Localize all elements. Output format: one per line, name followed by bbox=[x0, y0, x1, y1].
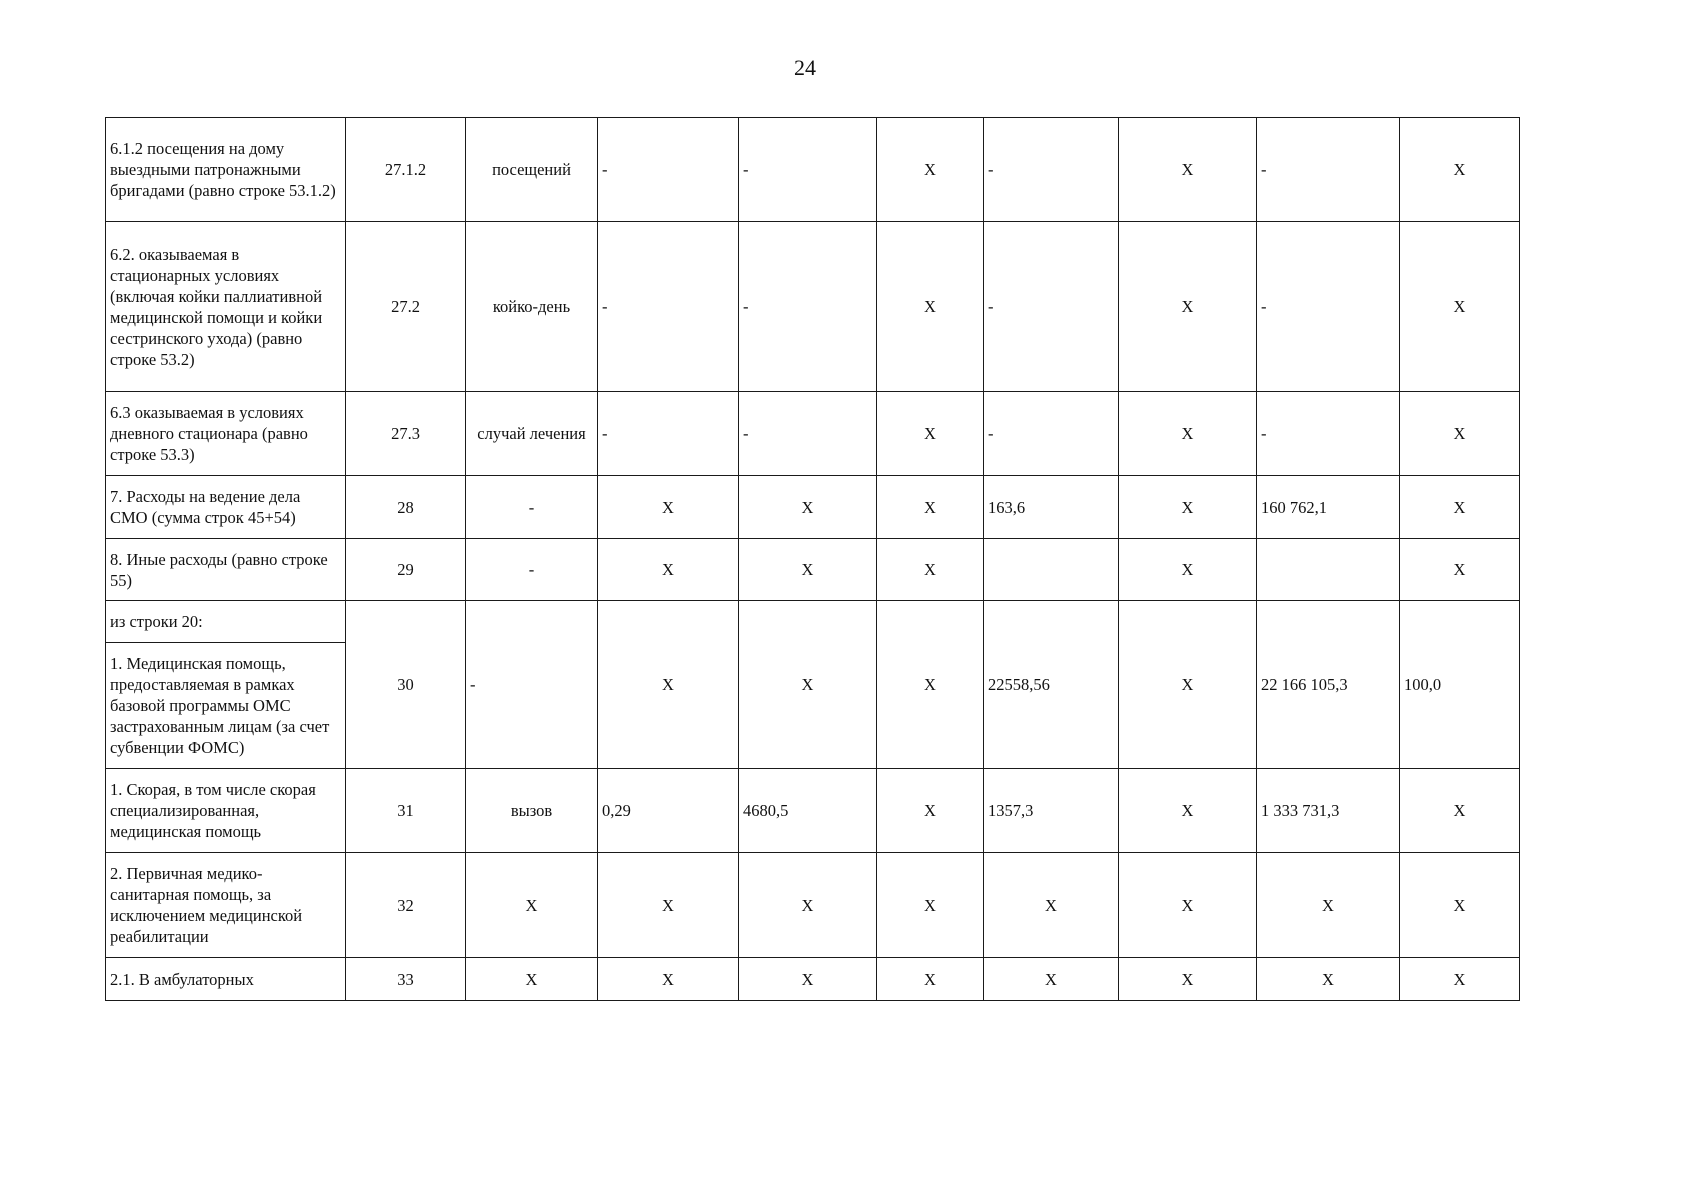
value-cell: X bbox=[877, 476, 984, 539]
value-cell: X bbox=[877, 769, 984, 853]
value-cell: X bbox=[598, 958, 739, 1001]
value-cell: 1357,3 bbox=[984, 769, 1119, 853]
value-cell: X bbox=[739, 476, 877, 539]
value-cell: X bbox=[1400, 539, 1520, 601]
value-cell: 1 333 731,3 bbox=[1257, 769, 1400, 853]
value-cell: X bbox=[877, 958, 984, 1001]
value-cell: X bbox=[1400, 769, 1520, 853]
value-cell: X bbox=[1257, 853, 1400, 958]
row-code-cell: 32 bbox=[346, 853, 466, 958]
value-cell: X bbox=[598, 476, 739, 539]
value-cell: 0,29 bbox=[598, 769, 739, 853]
value-cell: 163,6 bbox=[984, 476, 1119, 539]
row-code-cell: 33 bbox=[346, 958, 466, 1001]
value-cell: 4680,5 bbox=[739, 769, 877, 853]
table-row bbox=[106, 853, 1520, 958]
row-unit-cell: - bbox=[466, 539, 598, 601]
value-cell: - bbox=[1257, 118, 1400, 222]
table-row bbox=[106, 601, 1520, 643]
row-unit-cell: случай лечения bbox=[466, 392, 598, 476]
data-table bbox=[105, 117, 1520, 1001]
value-cell: X bbox=[739, 958, 877, 1001]
table-row bbox=[106, 118, 1520, 222]
row-name-cell: 7. Расходы на ведение дела СМО (сумма строк 45+54) bbox=[106, 476, 346, 539]
value-cell: X bbox=[877, 222, 984, 392]
value-cell: X bbox=[1400, 958, 1520, 1001]
value-cell: X bbox=[598, 853, 739, 958]
value-cell: X bbox=[739, 601, 877, 769]
value-cell: 22558,56 bbox=[984, 601, 1119, 769]
value-cell: X bbox=[1119, 958, 1257, 1001]
value-cell: X bbox=[598, 601, 739, 769]
table-row bbox=[106, 392, 1520, 476]
row-code-cell: 29 bbox=[346, 539, 466, 601]
value-cell: X bbox=[1119, 539, 1257, 601]
value-cell: X bbox=[1119, 476, 1257, 539]
row-unit-cell: - bbox=[466, 476, 598, 539]
value-cell: X bbox=[739, 539, 877, 601]
value-cell: X bbox=[877, 539, 984, 601]
value-cell: X bbox=[877, 853, 984, 958]
value-cell: - bbox=[984, 392, 1119, 476]
value-cell: X bbox=[1119, 222, 1257, 392]
value-cell: X bbox=[739, 853, 877, 958]
value-cell: 22 166 105,3 bbox=[1257, 601, 1400, 769]
row-unit-cell: - bbox=[466, 601, 598, 769]
value-cell: - bbox=[984, 222, 1119, 392]
table-row bbox=[106, 958, 1520, 1001]
value-cell: - bbox=[739, 222, 877, 392]
value-cell: X bbox=[1119, 853, 1257, 958]
value-cell: X bbox=[877, 601, 984, 769]
row-unit-cell: посещений bbox=[466, 118, 598, 222]
row-unit-cell: койко-день bbox=[466, 222, 598, 392]
row-code-cell: 28 bbox=[346, 476, 466, 539]
value-cell: - bbox=[598, 222, 739, 392]
value-cell: X bbox=[1119, 769, 1257, 853]
row-code-cell: 27.2 bbox=[346, 222, 466, 392]
table-row bbox=[106, 476, 1520, 539]
row-unit-cell: вызов bbox=[466, 769, 598, 853]
row-name-cell: 8. Иные расходы (равно строке 55) bbox=[106, 539, 346, 601]
value-cell: 160 762,1 bbox=[1257, 476, 1400, 539]
row-name-cell: 1. Медицинская помощь, предоставляемая в рамках базовой программы ОМС застрахованным лицам (за счет субвенции ФОМС) bbox=[106, 643, 346, 769]
value-cell: 100,0 bbox=[1400, 601, 1520, 769]
value-cell: - bbox=[1257, 392, 1400, 476]
page-number: 24 bbox=[794, 55, 816, 80]
table-row bbox=[106, 222, 1520, 392]
row-name-cell: 2.1. В амбулаторных bbox=[106, 958, 346, 1001]
value-cell: X bbox=[1119, 601, 1257, 769]
row-code-cell: 27.1.2 bbox=[346, 118, 466, 222]
value-cell: X bbox=[984, 958, 1119, 1001]
row-code-cell: 27.3 bbox=[346, 392, 466, 476]
row-unit-cell: X bbox=[466, 853, 598, 958]
value-cell: X bbox=[984, 853, 1119, 958]
value-cell: - bbox=[739, 118, 877, 222]
row-code-cell: 30 bbox=[346, 601, 466, 769]
value-cell: - bbox=[984, 118, 1119, 222]
value-cell: X bbox=[1119, 118, 1257, 222]
value-cell bbox=[984, 539, 1119, 601]
value-cell: - bbox=[598, 392, 739, 476]
value-cell: - bbox=[739, 392, 877, 476]
row-name-cell: 2. Первичная медико-санитарная помощь, за исключением медицинской реабилитации bbox=[106, 853, 346, 958]
value-cell: X bbox=[877, 118, 984, 222]
row-name-cell: 6.3 оказываемая в условиях дневного стационара (равно строке 53.3) bbox=[106, 392, 346, 476]
value-cell: - bbox=[598, 118, 739, 222]
table-row bbox=[106, 539, 1520, 601]
value-cell: X bbox=[598, 539, 739, 601]
value-cell: X bbox=[1400, 222, 1520, 392]
value-cell: X bbox=[1400, 476, 1520, 539]
value-cell: - bbox=[1257, 222, 1400, 392]
group-label-cell: из строки 20: bbox=[106, 601, 346, 643]
value-cell: X bbox=[1400, 853, 1520, 958]
row-unit-cell: X bbox=[466, 958, 598, 1001]
value-cell: X bbox=[877, 392, 984, 476]
table-row bbox=[106, 769, 1520, 853]
row-name-cell: 1. Скорая, в том числе скорая специализированная, медицинская помощь bbox=[106, 769, 346, 853]
value-cell: X bbox=[1400, 118, 1520, 222]
row-code-cell: 31 bbox=[346, 769, 466, 853]
value-cell bbox=[1257, 539, 1400, 601]
value-cell: X bbox=[1119, 392, 1257, 476]
value-cell: X bbox=[1257, 958, 1400, 1001]
row-name-cell: 6.1.2 посещения на дому выездными патронажными бригадами (равно строке 53.1.2) bbox=[106, 118, 346, 222]
row-name-cell: 6.2. оказываемая в стационарных условиях (включая койки паллиативной медицинской помощи и койки сестринского ухода) (равно строке 53.2) bbox=[106, 222, 346, 392]
value-cell: X bbox=[1400, 392, 1520, 476]
